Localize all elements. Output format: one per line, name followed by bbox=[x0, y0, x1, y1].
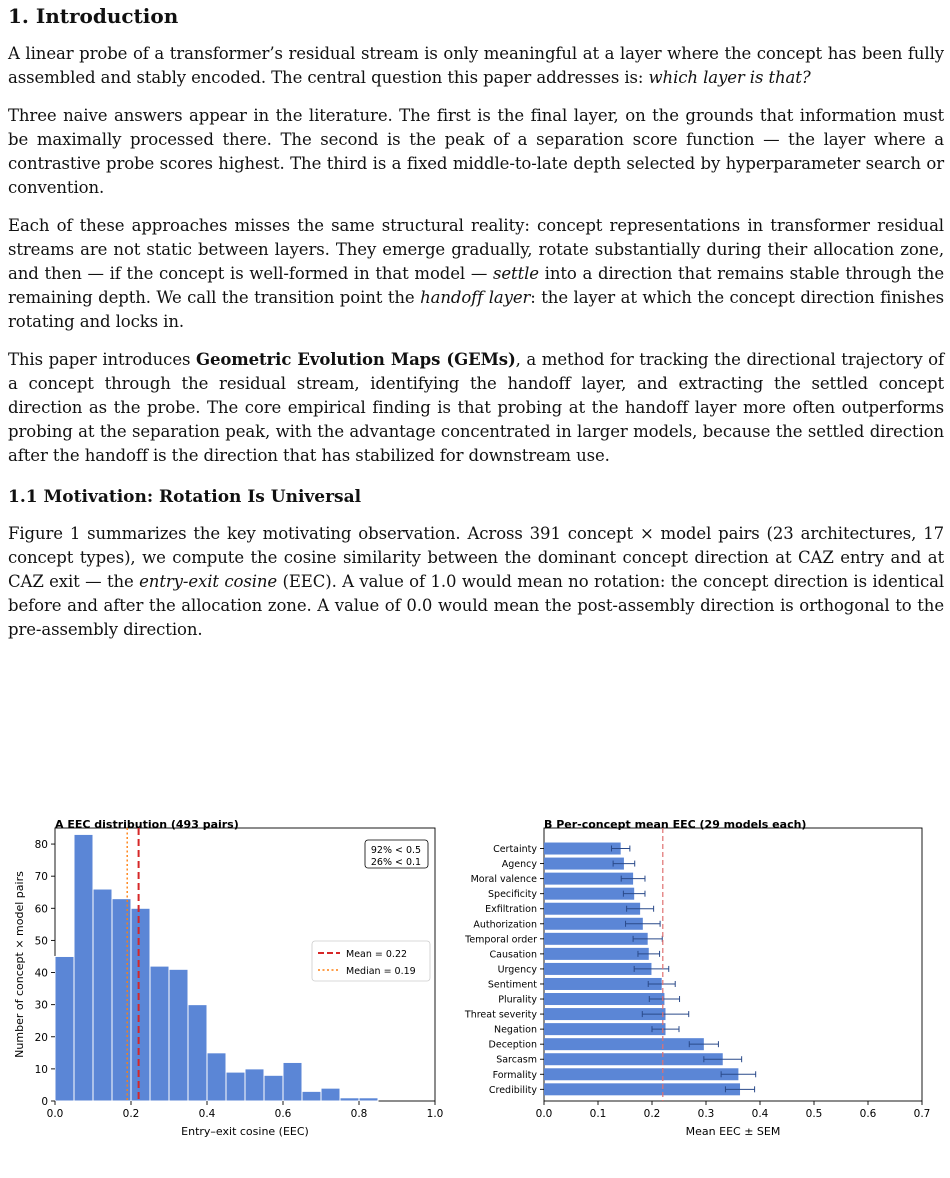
concept-label: Urgency bbox=[497, 964, 537, 976]
histogram-bar bbox=[150, 966, 169, 1101]
panel-a-annotation-line: 92% < 0.5 bbox=[370, 845, 422, 856]
p5-text-1: Figure 1 summarizes the key motivating observation. Across 391 concept × model pairs (23 architectures, 17 concept types), we compute the cosine similarity between the dominant concept direction at CAZ entry and at CAZ exit — the bbox=[8, 524, 944, 591]
legend-mean-label: Mean = 0.22 bbox=[346, 949, 408, 960]
p3-text-2: into a direction that remains stable through the remaining depth. We call the transition point the bbox=[8, 264, 944, 307]
p3-emphasis-handoff: handoff layer bbox=[420, 288, 531, 307]
panel-a-ytick-label: 0 bbox=[41, 1096, 48, 1108]
panel-a-xtick-label: 0.6 bbox=[274, 1108, 292, 1120]
histogram-bar bbox=[74, 834, 93, 1101]
histogram-bar bbox=[302, 1091, 321, 1101]
panel-b-xtick-label: 0.4 bbox=[751, 1108, 769, 1120]
concept-label: Credibility bbox=[488, 1084, 537, 1096]
panel-a-ytick-label: 70 bbox=[34, 871, 48, 884]
concept-bar bbox=[544, 1083, 740, 1095]
concept-bar bbox=[544, 1038, 704, 1050]
panel-a-ytick-label: 40 bbox=[34, 967, 48, 980]
concept-label: Sentiment bbox=[487, 979, 537, 991]
histogram-bar bbox=[131, 908, 150, 1101]
concept-label: Negation bbox=[493, 1024, 537, 1036]
concept-label: Formality bbox=[492, 1069, 537, 1081]
histogram-bar bbox=[226, 1072, 245, 1101]
concept-bar bbox=[544, 978, 662, 990]
concept-bar bbox=[544, 1053, 723, 1065]
histogram-bar bbox=[245, 1069, 264, 1101]
panel-b-xtick-label: 0.1 bbox=[589, 1108, 607, 1120]
panel-a-xtick-label: 0.0 bbox=[46, 1108, 64, 1120]
concept-bar bbox=[544, 903, 640, 915]
concept-label: Plurality bbox=[498, 994, 537, 1006]
p4-bold-gems: Geometric Evolution Maps (GEMs) bbox=[195, 350, 516, 369]
p5-text-2: (EEC). A value of 1.0 would mean no rotation: the concept direction is identical before and after the allocation zone. A value of 0.0 would mean the post-assembly direction is orthogonal to the pre-assembly direction. bbox=[8, 572, 944, 639]
paragraph-3 bbox=[8, 214, 944, 334]
histogram-bar bbox=[340, 1098, 359, 1101]
histogram-bar bbox=[264, 1075, 283, 1101]
figure-1 bbox=[0, 820, 950, 1150]
concept-label: Temporal order bbox=[465, 934, 537, 946]
paragraph-4 bbox=[8, 348, 944, 468]
panel-a-xtick-label: 1.0 bbox=[426, 1108, 444, 1120]
panel-b-title: B Per-concept mean EEC (29 models each) bbox=[544, 820, 807, 831]
paragraph-2 bbox=[8, 104, 944, 200]
panel-a-xtick-label: 0.2 bbox=[122, 1108, 140, 1120]
p4-text-1: This paper introduces bbox=[8, 350, 196, 369]
histogram-bar bbox=[188, 1005, 207, 1101]
histogram-bar bbox=[283, 1062, 302, 1101]
concept-bar bbox=[544, 1068, 738, 1080]
panel-a-ytick-label: 60 bbox=[34, 903, 48, 916]
histogram-bar bbox=[112, 899, 131, 1101]
panel-b-xtick-label: 0.7 bbox=[913, 1108, 931, 1120]
paragraph-5 bbox=[8, 522, 944, 642]
panel-a-ytick-label: 30 bbox=[34, 999, 48, 1012]
histogram-bar bbox=[93, 889, 112, 1101]
p3-emphasis-settle: settle bbox=[493, 264, 539, 283]
panel-a-ytick-label: 50 bbox=[34, 935, 48, 948]
panel-a-xlabel: Entry–exit cosine (EEC) bbox=[181, 1125, 309, 1138]
histogram-bar bbox=[55, 956, 74, 1101]
panel-b-xtick-label: 0.2 bbox=[643, 1108, 661, 1120]
concept-label: Deception bbox=[488, 1039, 537, 1051]
panel-a-ytick-label: 10 bbox=[34, 1063, 48, 1076]
histogram-bar bbox=[321, 1088, 340, 1101]
paper-body bbox=[8, 0, 944, 656]
concept-label: Moral valence bbox=[470, 874, 537, 886]
p5-emphasis-eec: entry-exit cosine bbox=[139, 572, 278, 591]
panel-a-annotation-line: 26% < 0.1 bbox=[370, 857, 422, 868]
p4-text-2: , a method for tracking the directional trajectory of a concept through the residual stream, identifying the handoff layer, and extracting the settled concept direction as the probe. The core empirical finding is that probing at the handoff layer more often outperforms probing at the separation peak, with the advantage concentrated in larger models, because the settled direction after the handoff is the direction that has stabilized for downstream use. bbox=[8, 350, 944, 465]
concept-bar bbox=[544, 843, 621, 855]
concept-label: Sarcasm bbox=[496, 1054, 537, 1066]
p2-text: Three naive answers appear in the literature. The first is the final layer, on the grounds that information must be maximally processed there. The second is the peak of a separation score function — the layer where a contrastive probe scores highest. The third is a fixed middle-to-late depth selected by hyperparameter search or convention. bbox=[8, 106, 944, 197]
concept-bar bbox=[544, 888, 634, 900]
histogram-bar bbox=[359, 1098, 378, 1101]
p1-emphasis: which layer is that? bbox=[648, 68, 811, 87]
concept-label: Authorization bbox=[473, 919, 537, 931]
paragraph-1 bbox=[8, 42, 944, 90]
concept-bar bbox=[544, 858, 624, 870]
legend-median-label: Median = 0.19 bbox=[346, 966, 416, 977]
concept-label: Causation bbox=[489, 949, 537, 961]
panel-a-title: A EEC distribution (493 pairs) bbox=[55, 820, 239, 831]
panel-a-xtick-label: 0.8 bbox=[350, 1108, 368, 1120]
concept-label: Specificity bbox=[488, 889, 537, 901]
p1-text: A linear probe of a transformer’s residual stream is only meaningful at a layer where the concept has been fully assembled and stably encoded. The central question this paper addresses is: bbox=[8, 44, 944, 87]
panel-b-xtick-label: 0.6 bbox=[859, 1108, 877, 1120]
concept-bar bbox=[544, 948, 649, 960]
concept-label: Exfiltration bbox=[485, 904, 537, 916]
histogram-bar bbox=[169, 969, 188, 1101]
section-title: 1. Introduction bbox=[8, 4, 179, 28]
histogram-bar bbox=[207, 1053, 226, 1101]
panel-b-xlabel: Mean EEC ± SEM bbox=[685, 1125, 781, 1138]
concept-label: Threat severity bbox=[464, 1009, 537, 1021]
panel-a-xtick-label: 0.4 bbox=[198, 1108, 216, 1120]
panel-b-xtick-label: 0.0 bbox=[535, 1108, 553, 1120]
subsection-title: 1.1 Motivation: Rotation Is Universal bbox=[8, 487, 362, 507]
concept-bar bbox=[544, 873, 633, 885]
p3-text-1: Each of these approaches misses the same structural reality: concept representations in transformer residual streams are not static between layers. They emerge gradually, rotate substantially during their allocation zone, and then — if the concept is well-formed in that model — bbox=[8, 216, 944, 283]
concept-bar bbox=[544, 1023, 666, 1035]
panel-a-ytick-label: 20 bbox=[34, 1031, 48, 1044]
panel-b-xtick-label: 0.3 bbox=[697, 1108, 715, 1120]
p3-text-3: : the layer at which the concept direction finishes rotating and locks in. bbox=[8, 288, 944, 331]
concept-bar bbox=[544, 993, 664, 1005]
panel-a-ytick-label: 80 bbox=[34, 839, 48, 852]
concept-bar bbox=[544, 933, 648, 945]
panel-b-xtick-label: 0.5 bbox=[805, 1108, 823, 1120]
concept-label: Agency bbox=[501, 859, 537, 871]
concept-label: Certainty bbox=[493, 844, 537, 856]
panel-a-ylabel: Number of concept × model pairs bbox=[13, 871, 26, 1058]
